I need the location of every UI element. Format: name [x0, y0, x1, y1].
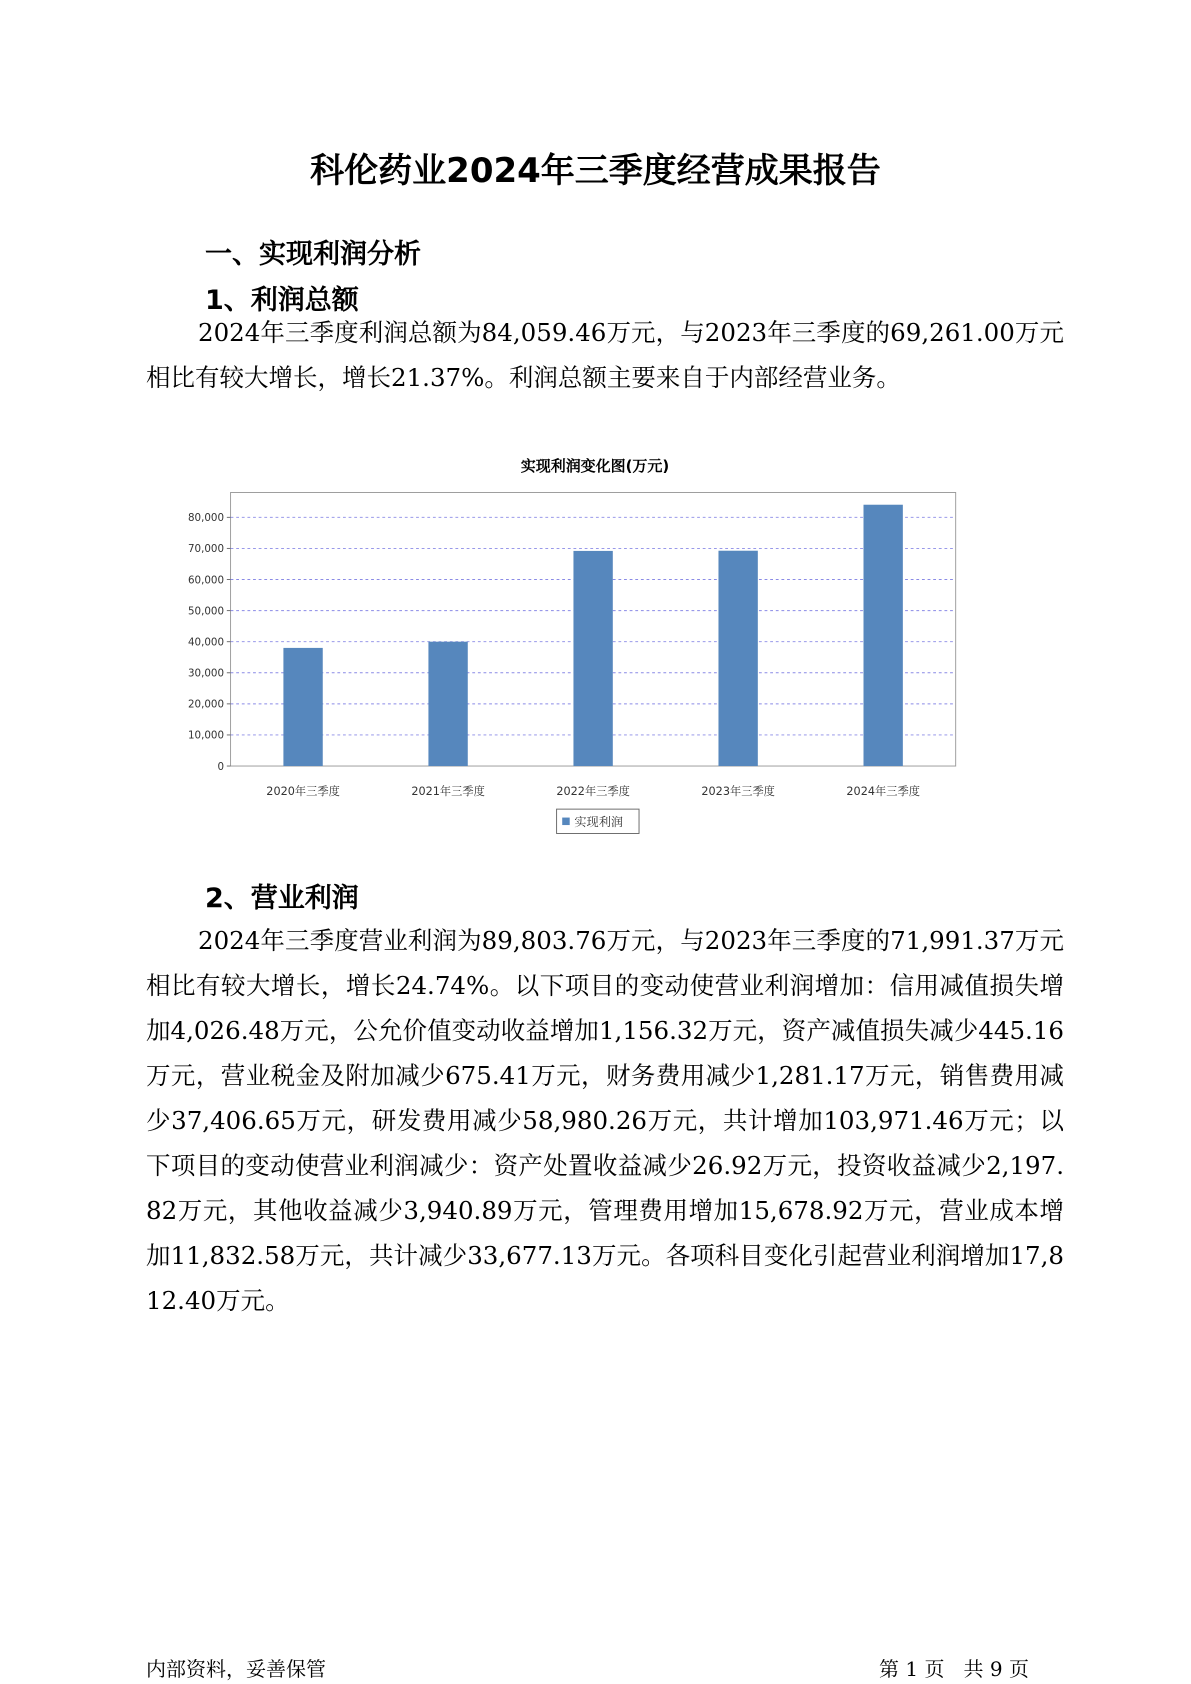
bar — [428, 642, 467, 766]
y-tick-label: 70,000 — [187, 543, 225, 556]
footer-confidential-note: 内部资料，妥善保管 — [146, 1657, 326, 1681]
legend-swatch — [562, 818, 569, 825]
legend-label: 实现利润 — [574, 814, 624, 829]
subheading-total-profit: 1、利润总额 — [205, 285, 359, 316]
x-tick-label: 2020年三季度 — [266, 785, 340, 799]
y-tick-label: 80,000 — [187, 512, 225, 525]
x-tick-label: 2024年三季度 — [846, 785, 920, 799]
profit-bar-chart — [160, 455, 1030, 900]
y-tick-label: 20,000 — [187, 698, 225, 711]
paragraph-operating-profit: 2024年三季度营业利润为89,803.76万元，与2023年三季度的71,991.37万元相比有较大增长，增长24.74%。以下项目的变动使营业利润增加：信用减值损失增加4,026.48万元，公允价值变动收益增加1,156.32万元，资产减值损失减少445.16万元，营业税金及附加减少675.41万元，财务费用减少1,281.17万元，销售费用减少37,406.65万元，研发费用减少58,980.26万元，共计增加103,971.46万元；以下项目的变动使营业利润减少：资产处置收益减少26.92万元，投资收益减少2,197.82万元，其他收益减少3,940.89万元，管理费用增加15,678.92万元，营业成本增加11,832.58万元，共计减少33,677.13万元。各项科目变化引起营业利润增加17,812.40万元。 — [146, 926, 1064, 1315]
subheading-operating-profit: 2、营业利润 — [205, 883, 359, 914]
page-title: 科伦药业2024年三季度经营成果报告 — [310, 151, 881, 191]
bar — [863, 505, 902, 766]
y-tick-label: 0 — [217, 760, 225, 773]
x-tick-label: 2021年三季度 — [411, 785, 485, 799]
bar — [718, 551, 757, 766]
y-tick-label: 30,000 — [187, 667, 225, 680]
y-tick-label: 60,000 — [187, 574, 225, 587]
section-heading-profit-analysis: 一、实现利润分析 — [205, 239, 421, 270]
x-tick-label: 2022年三季度 — [556, 785, 630, 799]
x-tick-label: 2023年三季度 — [701, 785, 775, 799]
bar — [283, 648, 322, 766]
chart-title: 实现利润变化图(万元) — [520, 456, 670, 475]
y-tick-label: 40,000 — [187, 636, 225, 649]
y-tick-label: 50,000 — [187, 605, 225, 618]
bar — [573, 551, 612, 766]
paragraph-total-profit: 2024年三季度利润总额为84,059.46万元，与2023年三季度的69,261.00万元相比有较大增长，增长21.37%。利润总额主要来自于内部经营业务。 — [146, 318, 1064, 392]
footer-page-number: 第 1 页 共 9 页 — [879, 1657, 1029, 1681]
y-tick-label: 10,000 — [187, 729, 225, 742]
